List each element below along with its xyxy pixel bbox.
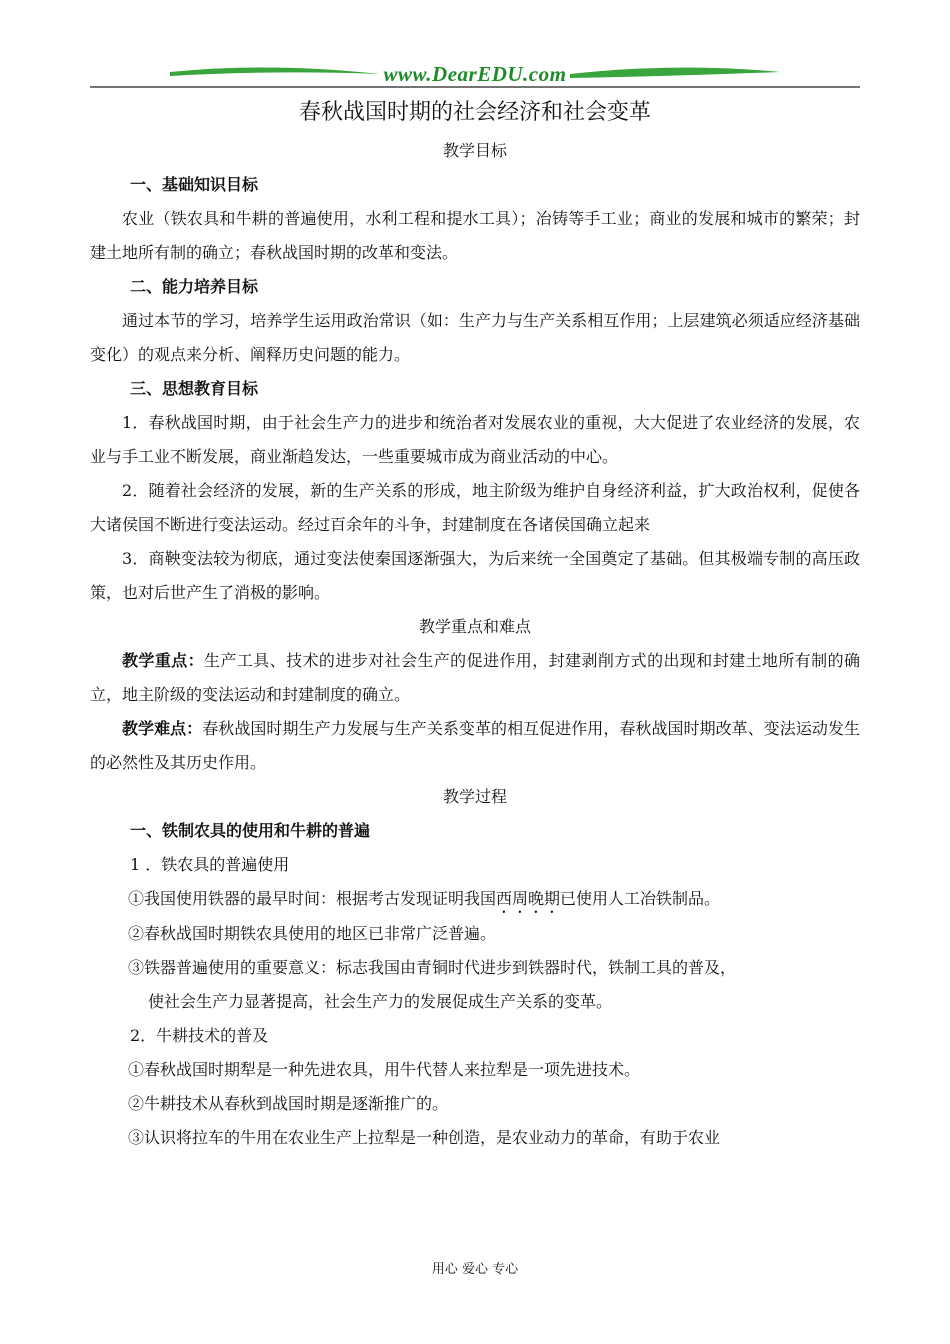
goal-3-heading: 三、思想教育目标: [130, 379, 259, 398]
goal-2-paragraph: 通过本节的学习，培养学生运用政治常识（如：生产力与生产关系相互作用；上层建筑必须适应经济基础变化）的观点来分析、阐释历史问题的能力。: [90, 311, 860, 364]
goal-2-heading: 二、能力培养目标: [130, 277, 259, 296]
process-1-1-item-c-cont: 使社会生产力显著提高，社会生产力的发展促成生产关系的变革。: [148, 992, 613, 1011]
section-process-heading: 教学过程: [442, 787, 507, 806]
goal-1-paragraph: 农业（铁农具和牛耕的普遍使用，水利工程和提水工具）；冶铸等手工业；商业的发展和城市的繁荣；封建土地所有制的确立；春秋战国时期的改革和变法。: [90, 209, 860, 262]
key-points-paragraph: [90, 644, 860, 712]
site-logo[interactable]: www.DearEDU.com: [383, 62, 567, 86]
document-body: [90, 96, 860, 1155]
difficulties-text: 春秋战国时期生产力发展与生产关系变革的相互促进作用，春秋战国时期改革、变法运动发生的必然性及其历史作用。: [90, 719, 860, 772]
process-1-sub-1: 1 ．铁农具的普遍使用: [130, 855, 290, 874]
process-1-2-item-c: ③认识将拉车的牛用在农业生产上拉犁是一种创造，是农业动力的革命，有助于农业: [128, 1128, 721, 1147]
goal-1-heading: 一、基础知识目标: [130, 175, 259, 194]
process-1-1-item-a: [90, 882, 860, 917]
key-points-text: 生产工具、技术的进步对社会生产的促进作用，封建剥削方式的出现和封建土地所有制的确立，地主阶级的变法运动和封建制度的确立。: [90, 651, 860, 704]
item-a-text-end: 已使用人工冶铁制品。: [560, 889, 721, 908]
section-key-heading: 教学重点和难点: [418, 617, 531, 636]
process-1-2-item-a: ①春秋战国时期犁是一种先进农具，用牛代替人来拉犁是一项先进技术。: [128, 1060, 641, 1079]
goal-3-point-2: 2．随着社会经济的发展，新的生产关系的形成，地主阶级为维护自身经济利益，扩大政治权利，促使各大诸侯国不断进行变法运动。经过百余年的斗争，封建制度在各诸侯国确立起来: [90, 481, 860, 534]
process-1-1-item-c: ③铁器普遍使用的重要意义：标志我国由青铜时代进步到铁器时代，铁制工具的普及，: [128, 958, 737, 977]
key-points-label: 教学重点：: [122, 651, 205, 670]
process-1-2-item-b: ②牛耕技术从春秋到战国时期是逐渐推广的。: [128, 1094, 449, 1113]
section-goals-heading: 教学目标: [442, 141, 507, 160]
process-1-sub-2: 2．牛耕技术的普及: [130, 1026, 269, 1045]
page-title: 春秋战国时期的社会经济和社会变革: [298, 100, 651, 125]
difficulties-paragraph: [90, 712, 860, 780]
page-header: [90, 60, 860, 92]
goal-3-point-3: 3．商鞅变法较为彻底，通过变法使秦国逐渐强大，为后来统一全国奠定了基础。但其极端专制的高压政策，也对后世产生了消极的影响。: [90, 549, 860, 602]
process-1-1-item-b: ②春秋战国时期铁农具使用的地区已非常广泛普遍。: [128, 924, 497, 943]
item-a-text: ①我国使用铁器的最早时间：根据考古发现证明我国: [128, 889, 497, 908]
page-footer: 用心 爱心 专心: [431, 1262, 519, 1277]
item-a-emphasis: 西周晚期: [496, 889, 561, 908]
goal-3-point-1: 1．春秋战国时期，由于社会生产力的进步和统治者对发展农业的重视，大大促进了农业经济的发展，农业与手工业不断发展，商业渐趋发达，一些重要城市成为商业活动的中心。: [90, 413, 860, 466]
difficulties-label: 教学难点：: [122, 719, 203, 738]
process-1-heading: 一、铁制农具的使用和牛耕的普遍: [130, 821, 371, 840]
